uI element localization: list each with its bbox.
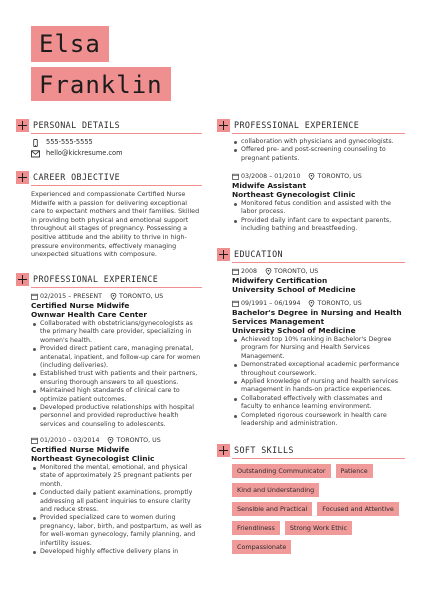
skill-chip: Patience — [336, 464, 373, 478]
skill-chip: Kind and Understanding — [232, 483, 319, 497]
location-pin-icon — [107, 437, 114, 444]
phone-icon — [31, 139, 40, 147]
calendar-icon — [232, 268, 239, 275]
list-item: Conducted daily patient examinations, promptly addressing all patient inquiries to ensure clarity and reduce stress. — [31, 489, 202, 514]
job-title: Certified Nurse Midwife — [31, 445, 130, 454]
skill-chip: Strong Work Ethic — [285, 521, 352, 535]
education-location: TORONTO, US — [274, 268, 319, 275]
plus-icon — [16, 171, 29, 184]
skill-chip: Focused and Attentive — [317, 502, 399, 516]
section-soft-skills — [217, 444, 405, 458]
calendar-icon — [232, 300, 239, 307]
job-meta — [232, 172, 405, 181]
contact-block — [31, 137, 202, 159]
list-item: Completed rigorous coursework in health care leadership and administration. — [232, 412, 405, 429]
list-item: Applied knowledge of nursing and health services management in hands-on practice experiences. — [232, 378, 405, 395]
job-company: Northeast Gynecologist Clinic — [31, 454, 155, 463]
calendar-icon — [232, 173, 239, 180]
job-meta — [31, 292, 202, 301]
education-entry — [232, 267, 405, 294]
education-meta — [232, 299, 405, 308]
list-item: Offered pre- and post-screening counseling to pregnant patients. — [232, 146, 405, 163]
list-item: Maintained high standards of clinical care to optimize patient outcomes. — [31, 387, 202, 404]
list-item: Monitored the mental, emotional, and physical state of approximately 25 pregnant patients per month. — [31, 464, 202, 489]
section-education — [217, 248, 405, 262]
skills-row — [232, 502, 405, 516]
job-entry — [31, 292, 202, 429]
education-dates: 09/1991 – 06/1994 — [241, 300, 301, 307]
location-pin-icon — [308, 300, 315, 307]
section-career-objective — [16, 171, 202, 185]
section-title: PROFESSIONAL EXPERIENCE — [33, 274, 159, 284]
job-entry — [31, 436, 202, 556]
section-title: CAREER OBJECTIVE — [33, 172, 121, 182]
list-item: Provided specialized care to women during pregnancy, labor, birth, and postpartum, as well as for well-woman gynecology, family planning, and infertility issues. — [31, 514, 202, 548]
section-title: SOFT SKILLS — [234, 445, 294, 455]
job-bullets — [232, 138, 405, 163]
section-professional-experience-continued — [217, 119, 405, 133]
section-rule — [232, 458, 405, 459]
plus-icon — [217, 119, 230, 132]
section-professional-experience — [16, 273, 202, 287]
section-title: PERSONAL DETAILS — [33, 120, 121, 130]
skill-chip: Compassionate — [232, 540, 291, 554]
skills-list — [232, 464, 405, 559]
calendar-icon — [31, 293, 38, 300]
list-item: Achieved top 10% ranking in Bachelor's Degree program for Nursing and Health Services Management. — [232, 336, 405, 361]
list-item: Monitored fetus condition and assisted with the labor process. — [232, 200, 405, 217]
phone-row — [31, 137, 202, 148]
plus-icon — [16, 273, 29, 286]
job-bullets — [232, 200, 405, 234]
education-school: University School of Medicine — [232, 285, 356, 294]
mail-icon — [31, 150, 40, 158]
job-bullets — [31, 464, 202, 556]
education-meta — [232, 267, 405, 276]
education-degree: Bachelor's Degree in Nursing and Health Services Management — [232, 308, 402, 326]
list-item: Collaborated with obstetricians/gynecologists as the primary health care provider, specializing in women's health. — [31, 320, 202, 345]
list-item: Demonstrated exceptional academic performance throughout coursework. — [232, 361, 405, 378]
job-dates: 01/2010 – 03/2014 — [40, 437, 100, 444]
list-item: Established trust with patients and their partners, ensuring thorough answers to all questions. — [31, 370, 202, 387]
education-location: TORONTO, US — [317, 300, 362, 307]
education-bullets — [232, 336, 405, 428]
objective-text: Experienced and compassionate Certified Nurse Midwife with a passion for delivering exceptional care to expectant mothers and their families. Skilled in providing both physical and emotional support throughout all stages of pregnancy. Possessing a positive attitude and the ability to thrive in high-pressure environments, effectively managing unexpected situations with composure. — [31, 190, 200, 259]
location-pin-icon — [110, 293, 117, 300]
job-company: Ownwar Health Care Center — [31, 310, 148, 319]
job-continued — [232, 137, 405, 163]
job-location: TORONTO, US — [119, 293, 164, 300]
skill-chip: Outstanding Communicator — [232, 464, 331, 478]
job-dates: 03/2008 – 01/2010 — [241, 173, 301, 180]
name-last: Franklin — [31, 67, 171, 101]
skill-chip: Friendliness — [232, 521, 280, 535]
list-item: Provided direct patient care, managing prenatal, antenatal, inpatient, and follow-up care for women (including deliveries). — [31, 345, 202, 370]
section-personal-details — [16, 119, 202, 133]
phone-text: 555-555-5555 — [46, 138, 93, 146]
location-pin-icon — [308, 173, 315, 180]
education-dates: 2008 — [241, 268, 258, 275]
job-bullets — [31, 320, 202, 429]
list-item: Developed highly effective delivery plans in — [31, 548, 202, 556]
job-title: Midwife Assistant — [232, 181, 307, 190]
section-rule — [31, 185, 202, 186]
skill-chip: Sensible and Practical — [232, 502, 312, 516]
job-company: Northeast Gynecologist Clinic — [232, 190, 356, 199]
section-rule — [232, 133, 405, 134]
skills-row — [232, 464, 405, 478]
plus-icon — [217, 444, 230, 457]
job-entry — [232, 172, 405, 234]
education-school: University School of Medicine — [232, 326, 356, 335]
skills-row — [232, 521, 405, 535]
job-location: TORONTO, US — [116, 437, 161, 444]
plus-icon — [217, 248, 230, 261]
section-title: PROFESSIONAL EXPERIENCE — [234, 120, 360, 130]
location-pin-icon — [265, 268, 272, 275]
email-row[interactable] — [31, 148, 202, 159]
calendar-icon — [31, 437, 38, 444]
name-first: Elsa — [31, 26, 109, 62]
job-dates: 02/2015 – PRESENT — [40, 293, 102, 300]
job-title: Certified Nurse Midwife — [31, 301, 130, 310]
section-rule — [31, 287, 202, 288]
job-location: TORONTO, US — [317, 173, 362, 180]
skills-row — [232, 540, 405, 554]
list-item: Collaborated effectively with classmates and faculty to enhance learning environment. — [232, 395, 405, 412]
skills-row — [232, 483, 405, 497]
section-rule — [232, 262, 405, 263]
section-title: EDUCATION — [234, 249, 283, 259]
job-meta — [31, 436, 202, 445]
education-degree: Midwifery Certification — [232, 276, 328, 285]
section-rule — [31, 133, 202, 134]
list-item: Developed productive relationships with hospital personnel and provided reproductive health services and counseling to adolescents. — [31, 404, 202, 429]
education-entry — [232, 299, 405, 428]
list-item: Provided daily infant care to expectant parents, including bathing and breastfeeding. — [232, 217, 405, 234]
email-link[interactable]: hello@kickresume.com — [46, 149, 123, 157]
list-item: collaboration with physicians and gynecologists. — [232, 138, 405, 146]
plus-icon — [16, 119, 29, 132]
